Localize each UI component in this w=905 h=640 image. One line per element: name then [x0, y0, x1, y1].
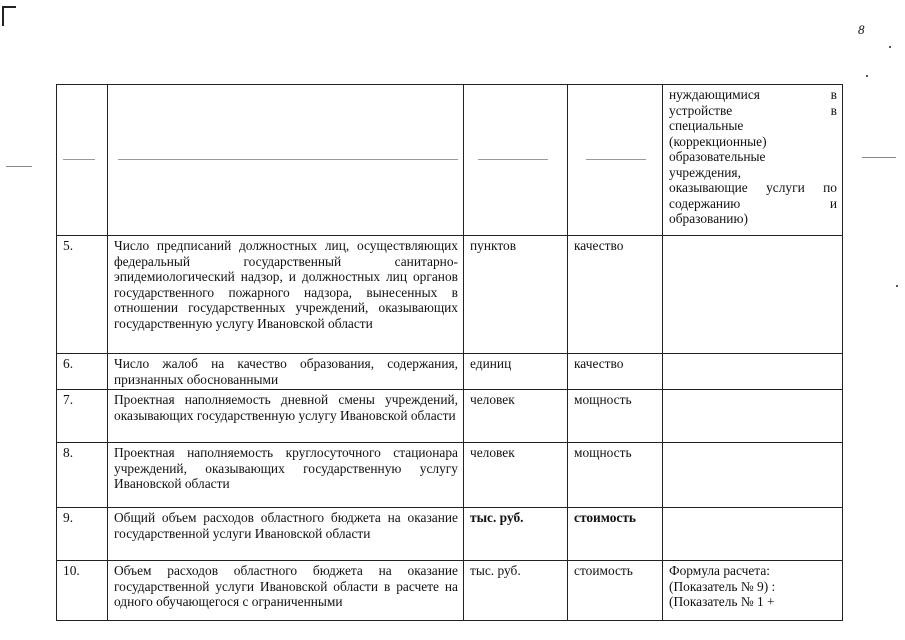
- description-cell: Объем расходов областного бюджета на оказание государственной услуги Ивановской области в расчете на одного обучающегося с ограниченными: [108, 561, 464, 621]
- number-cell: 6.: [57, 354, 108, 390]
- unit-cell: человек: [464, 390, 568, 443]
- formula-line: (Показатель № 9) :: [669, 578, 776, 594]
- description-cell: Проектная наполняемость дневной смены учреждений, оказывающих государственную услугу Ивановской области: [108, 390, 464, 443]
- table-row: [57, 508, 843, 561]
- formula-line: образовательные: [669, 149, 766, 164]
- formula-line: Формула расчета:: [669, 563, 770, 578]
- number-cell: 7.: [57, 390, 108, 443]
- table-row: [57, 390, 843, 443]
- formula-line: специальные: [669, 118, 744, 133]
- formula-cell: [663, 390, 843, 443]
- table-row: [57, 443, 843, 508]
- formula-cell: [663, 443, 843, 508]
- description-cell: Проектная наполняемость круглосуточного стационара учреждений, оказывающих государственную услугу Ивановской области: [108, 443, 464, 508]
- number-cell: 5.: [57, 236, 108, 354]
- type-cell: мощность: [568, 443, 663, 508]
- type-cell: стоимость: [568, 508, 663, 561]
- page-number: 8: [858, 22, 865, 37]
- unit-cell: единиц: [464, 354, 568, 390]
- number-cell: [57, 85, 108, 236]
- table-row: [57, 354, 843, 390]
- formula-cell: [663, 236, 843, 354]
- table-row: [57, 561, 843, 621]
- type-cell: качество: [568, 354, 663, 390]
- formula-line: (Показатель № 1 +: [669, 594, 775, 609]
- margin-scan-line: [6, 166, 32, 167]
- type-cell: стоимость: [568, 561, 663, 621]
- unit-cell: тыс. руб.: [464, 508, 568, 561]
- unit-cell: человек: [464, 443, 568, 508]
- scan-speck: [896, 285, 898, 287]
- margin-scan-line: [862, 157, 896, 158]
- unit-cell: [464, 85, 568, 236]
- description-cell: Число жалоб на качество образования, содержания, признанных обоснованными: [108, 354, 464, 390]
- bleed-through-line: [478, 159, 548, 160]
- number-cell: 10.: [57, 561, 108, 621]
- formula-line: образованию): [669, 211, 748, 226]
- description-cell: [108, 85, 464, 236]
- formula-line: учреждения,: [669, 164, 741, 180]
- bleed-through-line: [118, 159, 458, 160]
- unit-cell: тыс. руб.: [464, 561, 568, 621]
- formula-line: содержанию и: [669, 195, 837, 211]
- formula-line: устройстве в: [669, 102, 837, 118]
- type-cell: [568, 85, 663, 236]
- type-cell: качество: [568, 236, 663, 354]
- table-row: [57, 236, 843, 354]
- bleed-through-line: [586, 159, 646, 160]
- bleed-through-line: [63, 159, 95, 160]
- formula-cell: [663, 354, 843, 390]
- description-cell: Общий объем расходов областного бюджета на оказание государственной услуги Ивановской области: [108, 508, 464, 561]
- formula-cell: [663, 561, 843, 621]
- type-cell: мощность: [568, 390, 663, 443]
- formula-line: оказывающие услуги по: [669, 180, 837, 195]
- formula-cell: [663, 508, 843, 561]
- indicators-table: [56, 84, 843, 621]
- formula-line: нуждающимися в: [669, 87, 837, 102]
- formula-cell: [663, 85, 843, 236]
- description-cell: Число предписаний должностных лиц, осуществляющих федеральный государственный санитарно-эпидемиологический надзор, и должностных лиц органов государственного пожарного надзора, вынесенных в отношении государственных учреждений, оказывающих государственную услугу Ивановской области: [108, 236, 464, 354]
- scan-speck: [866, 75, 868, 77]
- table-row: [57, 85, 843, 236]
- unit-cell: пунктов: [464, 236, 568, 354]
- number-cell: 8.: [57, 443, 108, 508]
- number-cell: 9.: [57, 508, 108, 561]
- corner-crop-mark: [2, 6, 16, 26]
- formula-line: (коррекционные): [669, 133, 767, 149]
- scan-speck: [889, 46, 891, 48]
